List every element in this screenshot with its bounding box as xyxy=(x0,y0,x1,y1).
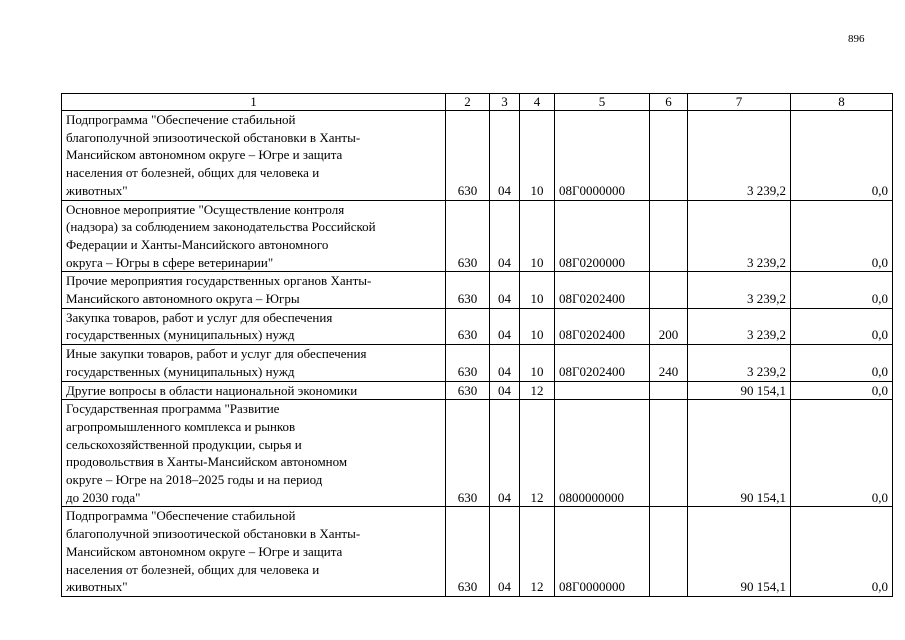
amount-value-2: 0,0 xyxy=(791,111,893,201)
ministry-code: 630 xyxy=(446,200,490,272)
column-header: 6 xyxy=(650,94,688,111)
section-code: 04 xyxy=(490,345,520,381)
row-name: Закупка товаров, работ и услуг для обеспечения государственных (муниципальных) нужд xyxy=(62,308,446,344)
amount-value: 90 154,1 xyxy=(688,400,791,507)
ministry-code: 630 xyxy=(446,345,490,381)
expense-type-code xyxy=(650,507,688,597)
amount-value: 3 239,2 xyxy=(688,308,791,344)
amount-value: 90 154,1 xyxy=(688,381,791,400)
target-article-code: 08Г0202400 xyxy=(555,308,650,344)
table-row xyxy=(62,507,893,597)
row-name: Основное мероприятие "Осуществление контроля (надзора) за соблюдением законодательства Российской Федерации и Ханты-Мансийского автономного округа – Югры в сфере ветеринарии" xyxy=(62,200,446,272)
column-header: 2 xyxy=(446,94,490,111)
column-header: 1 xyxy=(62,94,446,111)
target-article-code xyxy=(555,381,650,400)
page-number: 896 xyxy=(848,33,865,45)
subsection-code: 10 xyxy=(520,111,555,201)
amount-value-2: 0,0 xyxy=(791,272,893,308)
expense-type-code xyxy=(650,272,688,308)
target-article-code: 0800000000 xyxy=(555,400,650,507)
ministry-code: 630 xyxy=(446,111,490,201)
table-row xyxy=(62,272,893,308)
amount-value: 90 154,1 xyxy=(688,507,791,597)
subsection-code: 10 xyxy=(520,200,555,272)
section-code: 04 xyxy=(490,200,520,272)
row-name: Подпрограмма "Обеспечение стабильной благополучной эпизоотической обстановки в Ханты- Мансийском автономном округе – Югре и защита населения от болезней, общих для человека и животных" xyxy=(62,507,446,597)
expense-type-code: 240 xyxy=(650,345,688,381)
table-row xyxy=(62,308,893,344)
ministry-code: 630 xyxy=(446,272,490,308)
column-header: 3 xyxy=(490,94,520,111)
subsection-code: 10 xyxy=(520,345,555,381)
subsection-code: 12 xyxy=(520,400,555,507)
row-name: Подпрограмма "Обеспечение стабильной благополучной эпизоотической обстановки в Ханты- Мансийском автономном округе – Югре и защита населения от болезней, общих для человека и животных" xyxy=(62,111,446,201)
row-name: Прочие мероприятия государственных органов Ханты- Мансийского автономного округа – Югры xyxy=(62,272,446,308)
expense-type-code xyxy=(650,381,688,400)
expense-type-code xyxy=(650,111,688,201)
amount-value-2: 0,0 xyxy=(791,381,893,400)
ministry-code: 630 xyxy=(446,507,490,597)
column-header: 4 xyxy=(520,94,555,111)
amount-value: 3 239,2 xyxy=(688,272,791,308)
amount-value-2: 0,0 xyxy=(791,507,893,597)
target-article-code: 08Г0202400 xyxy=(555,272,650,308)
amount-value-2: 0,0 xyxy=(791,200,893,272)
amount-value: 3 239,2 xyxy=(688,200,791,272)
target-article-code: 08Г0202400 xyxy=(555,345,650,381)
ministry-code: 630 xyxy=(446,400,490,507)
target-article-code: 08Г0200000 xyxy=(555,200,650,272)
target-article-code: 08Г0000000 xyxy=(555,507,650,597)
section-code: 04 xyxy=(490,272,520,308)
amount-value-2: 0,0 xyxy=(791,400,893,507)
column-header: 7 xyxy=(688,94,791,111)
subsection-code: 10 xyxy=(520,308,555,344)
ministry-code: 630 xyxy=(446,381,490,400)
expense-type-code xyxy=(650,200,688,272)
amount-value-2: 0,0 xyxy=(791,345,893,381)
row-name: Другие вопросы в области национальной экономики xyxy=(62,381,446,400)
section-code: 04 xyxy=(490,507,520,597)
section-code: 04 xyxy=(490,381,520,400)
table-row xyxy=(62,381,893,400)
table-row xyxy=(62,111,893,201)
amount-value: 3 239,2 xyxy=(688,345,791,381)
column-header: 8 xyxy=(791,94,893,111)
section-code: 04 xyxy=(490,400,520,507)
section-code: 04 xyxy=(490,308,520,344)
row-name: Государственная программа "Развитие агропромышленного комплекса и рынков сельскохозяйственной продукции, сырья и продовольствия в Ханты-Мансийском автономном округе – Югре на 2018–2025 годы и на период до 2030 года" xyxy=(62,400,446,507)
subsection-code: 10 xyxy=(520,272,555,308)
amount-value-2: 0,0 xyxy=(791,308,893,344)
subsection-code: 12 xyxy=(520,381,555,400)
subsection-code: 12 xyxy=(520,507,555,597)
table-row xyxy=(62,345,893,381)
section-code: 04 xyxy=(490,111,520,201)
ministry-code: 630 xyxy=(446,308,490,344)
column-header: 5 xyxy=(555,94,650,111)
expense-type-code xyxy=(650,400,688,507)
table-row xyxy=(62,200,893,272)
target-article-code: 08Г0000000 xyxy=(555,111,650,201)
row-name: Иные закупки товаров, работ и услуг для обеспечения государственных (муниципальных) нужд xyxy=(62,345,446,381)
table-header-row xyxy=(62,94,893,111)
amount-value: 3 239,2 xyxy=(688,111,791,201)
expense-type-code: 200 xyxy=(650,308,688,344)
table-row xyxy=(62,400,893,507)
budget-table xyxy=(61,93,893,597)
